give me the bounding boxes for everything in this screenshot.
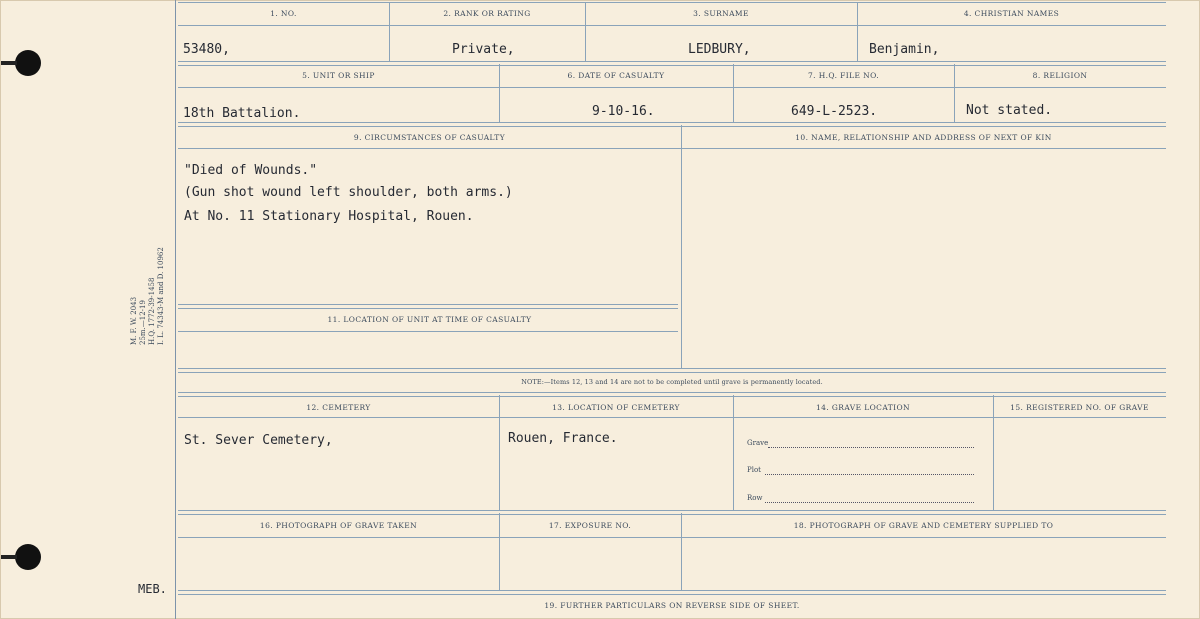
rule [178,61,1166,66]
location-cemetery-value: Rouen, France. [508,431,618,446]
rule [993,395,994,511]
grave-line [768,447,974,448]
rule [178,392,1166,397]
surname-value: LEDBURY, [688,42,751,57]
rule [733,395,734,511]
rule [681,125,682,369]
rule [178,537,1166,538]
clerk-initials: MEB. [138,582,167,596]
header-photo-supplied: 18. PHOTOGRAPH OF GRAVE AND CEMETERY SUPPLIED TO [793,521,1054,530]
rule [178,2,1166,3]
form-line: 25m.—12-19 [139,300,147,345]
rule [178,331,678,332]
religion-value: Not stated. [966,103,1053,118]
header-circumstances: 9. CIRCUMSTANCES OF CASUALTY [353,133,506,142]
plot-label: Plot [747,466,761,474]
date-value: 9-10-16. [592,104,655,119]
header-cemetery: 12. CEMETERY [306,403,371,412]
rule [178,510,1166,515]
header-photo-taken: 16. PHOTOGRAPH OF GRAVE TAKEN [259,521,418,530]
form-line: I. L. 74343-M and D. 10962 [157,247,165,345]
rule [499,395,500,511]
rule [178,122,1166,127]
header-date: 6. DATE OF CASUALTY [567,71,665,80]
cemetery-value: St. Sever Cemetery, [184,433,333,448]
header-location-unit: 11. LOCATION OF UNIT AT TIME OF CASUALTY [327,315,532,324]
header-christian-names: 4. CHRISTIAN NAMES [963,9,1060,18]
rank-value: Private, [452,42,515,57]
rule [178,87,1166,88]
punch-hole-bottom [15,544,41,570]
row-line [765,502,974,503]
header-religion: 8. RELIGION [1032,71,1088,80]
row-label: Row [747,494,763,502]
header-location-cemetery: 13. LOCATION OF CEMETERY [552,403,680,412]
circumstances-line: (Gun shot wound left shoulder, both arms.) [184,185,513,200]
header-registered-no: 15. REGISTERED NO. OF GRAVE [1010,403,1149,412]
rule [178,148,1166,149]
circumstances-line: "Died of Wounds." [184,163,318,178]
unit-value: 18th Battalion. [183,106,301,121]
rule [178,25,1166,26]
note-text: NOTE:—Items 12, 13 and 14 are not to be completed until grave is permanently located. [521,378,823,386]
christian-names-value: Benjamin, [869,42,940,57]
header-grave-location: 14. GRAVE LOCATION [815,403,911,412]
header-rank: 2. RANK OR RATING [443,9,531,18]
header-no: 1. NO. [270,9,297,18]
margin-rule [175,0,176,619]
punch-hole-top [15,50,41,76]
further-particulars: 19. FURTHER PARTICULARS ON REVERSE SIDE OF SHEET. [544,601,800,610]
grave-label: Grave [747,439,769,447]
form-line: H.Q. 1772-39-1458 [148,277,156,345]
header-unit: 5. UNIT OR SHIP [302,71,375,80]
rule [178,304,678,309]
service-number: 53480, [183,42,230,57]
form-line: M. F. W. 2043 [130,296,138,345]
rule [178,590,1166,595]
form-printer-info [130,247,166,345]
header-exposure: 17. EXPOSURE NO. [548,521,632,530]
header-next-of-kin: 10. NAME, RELATIONSHIP AND ADDRESS OF NEXT OF KIN [795,133,1052,142]
circumstances-line: At No. 11 Stationary Hospital, Rouen. [184,209,474,224]
plot-line [765,474,974,475]
rule [178,368,1166,373]
header-surname: 3. SURNAME [693,9,749,18]
hq-file-value: 649-L-2523. [791,104,878,119]
header-hq-file: 7. H.Q. FILE NO. [807,71,880,80]
rule [178,417,1166,418]
